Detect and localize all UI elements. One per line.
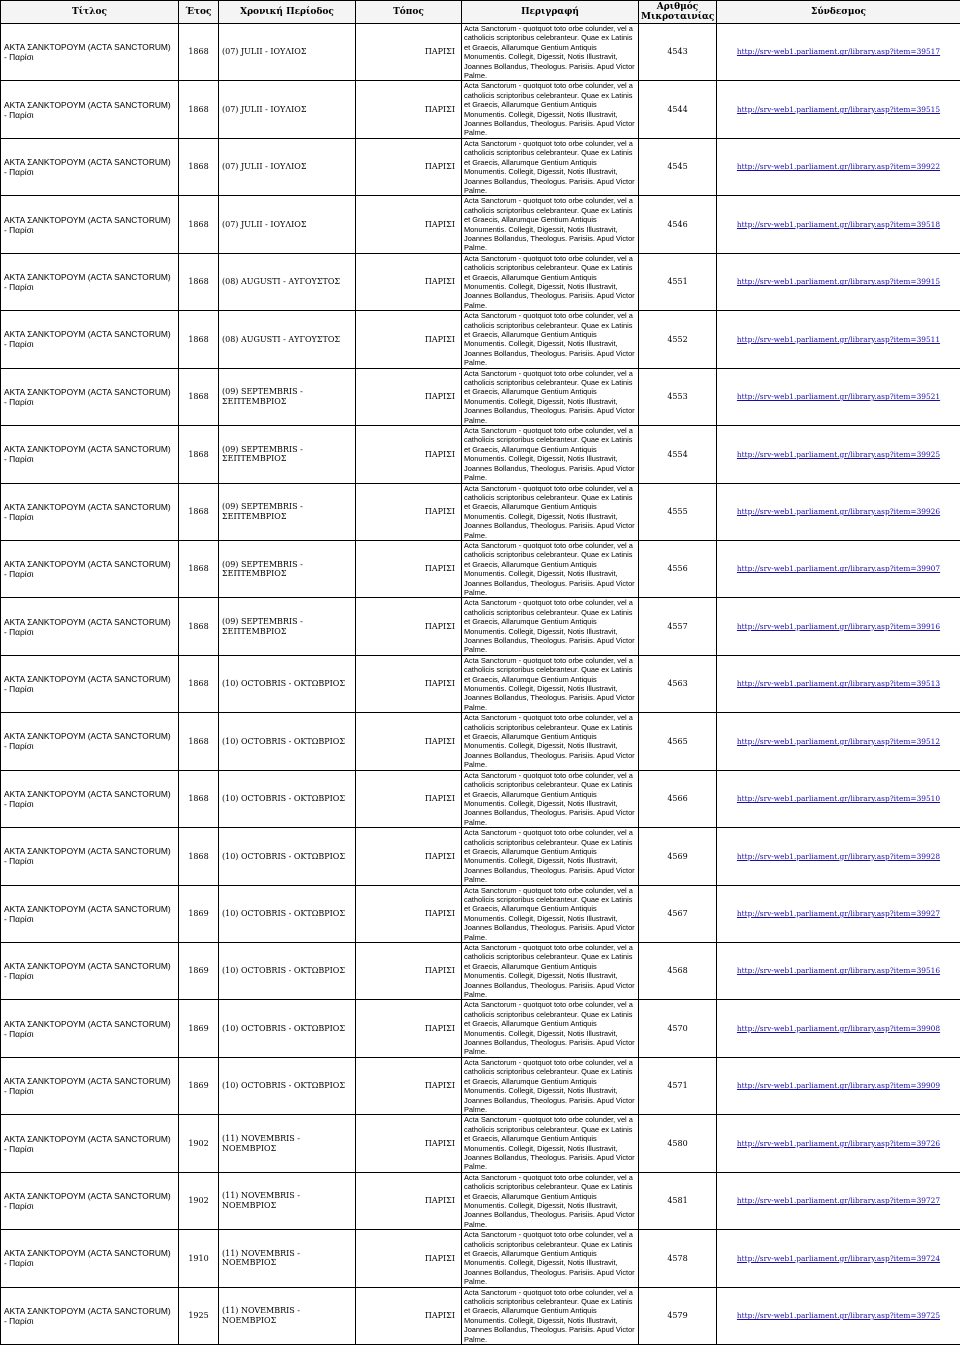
cell-microfilm: 4569 [639,828,717,885]
cell-description: Acta Sanctorum - quotquot toto orbe colunder, vel a catholicis scriptoribus celebranteur. Quae ex Latinis et Graecis, Allarumque Gentium Antiquis Monumentis. Collegit, Digessit, Notis Illustravit, Joannes Bollandus, Theologus. Parisiis. Apud Victor Palme. [462,368,639,425]
library-link[interactable]: http://srv-web1.parliament.gr/library.asp?item=39915 [737,277,940,286]
cell-year: 1868 [179,311,219,368]
cell-link [717,196,960,253]
cell-year: 1868 [179,483,219,540]
cell-link [717,1000,960,1057]
library-link[interactable]: http://srv-web1.parliament.gr/library.asp?item=39724 [737,1254,940,1263]
cell-title: ΑΚΤΑ ΣΑΝΚΤΟΡΟΥΜ (ACTA SANCTORUM) - Παρίσι [1,81,179,138]
library-link[interactable]: http://srv-web1.parliament.gr/library.asp?item=39518 [737,220,940,229]
cell-place: ΠΑΡΙΣΙ [356,1230,462,1287]
cell-place: ΠΑΡΙΣΙ [356,1287,462,1344]
table-row [1,483,960,540]
cell-period: (09) SEPTEMBRIS - ΣΕΠΤΕΜΒΡΙΟΣ [219,483,356,540]
table-row [1,885,960,942]
library-link[interactable]: http://srv-web1.parliament.gr/library.asp?item=39726 [737,1139,940,1148]
cell-place: ΠΑΡΙΣΙ [356,253,462,310]
cell-place: ΠΑΡΙΣΙ [356,1115,462,1172]
cell-period: (09) SEPTEMBRIS - ΣΕΠΤΕΜΒΡΙΟΣ [219,426,356,483]
cell-link [717,655,960,712]
cell-microfilm: 4566 [639,770,717,827]
table-row [1,1230,960,1287]
cell-microfilm: 4545 [639,138,717,195]
cell-year: 1868 [179,828,219,885]
cell-link [717,81,960,138]
cell-title: ΑΚΤΑ ΣΑΝΚΤΟΡΟΥΜ (ACTA SANCTORUM) - Παρίσι [1,655,179,712]
cell-place: ΠΑΡΙΣΙ [356,1172,462,1229]
library-link[interactable]: http://srv-web1.parliament.gr/library.asp?item=39926 [737,507,940,516]
cell-title: ΑΚΤΑ ΣΑΝΚΤΟΡΟΥΜ (ACTA SANCTORUM) - Παρίσι [1,24,179,81]
cell-title: ΑΚΤΑ ΣΑΝΚΤΟΡΟΥΜ (ACTA SANCTORUM) - Παρίσι [1,540,179,597]
header-place: Τόπος [356,1,462,24]
cell-place: ΠΑΡΙΣΙ [356,943,462,1000]
cell-year: 1868 [179,138,219,195]
cell-description: Acta Sanctorum - quotquot toto orbe colunder, vel a catholicis scriptoribus celebranteur. Quae ex Latinis et Graecis, Allarumque Gentium Antiquis Monumentis. Collegit, Digessit, Notis Illustravit, Joannes Bollandus, Theologus. Parisiis. Apud Victor Palme. [462,426,639,483]
cell-period: (10) OCTOBRIS - ΟΚΤΩΒΡΙΟΣ [219,770,356,827]
library-link[interactable]: http://srv-web1.parliament.gr/library.asp?item=39907 [737,564,940,573]
cell-year: 1925 [179,1287,219,1344]
cell-period: (10) OCTOBRIS - ΟΚΤΩΒΡΙΟΣ [219,655,356,712]
library-link[interactable]: http://srv-web1.parliament.gr/library.asp?item=39925 [737,450,940,459]
table-row [1,1115,960,1172]
cell-period: (07) JULII - ΙΟΥΛΙΟΣ [219,81,356,138]
cell-year: 1910 [179,1230,219,1287]
library-link[interactable]: http://srv-web1.parliament.gr/library.asp?item=39909 [737,1081,940,1090]
cell-period: (10) OCTOBRIS - ΟΚΤΩΒΡΙΟΣ [219,885,356,942]
cell-year: 1869 [179,1057,219,1114]
cell-place: ΠΑΡΙΣΙ [356,138,462,195]
cell-period: (11) NOVEMBRIS - ΝΟΕΜΒΡΙΟΣ [219,1230,356,1287]
cell-year: 1902 [179,1115,219,1172]
cell-period: (11) NOVEMBRIS - ΝΟΕΜΒΡΙΟΣ [219,1115,356,1172]
cell-title: ΑΚΤΑ ΣΑΝΚΤΟΡΟΥΜ (ACTA SANCTORUM) - Παρίσι [1,1172,179,1229]
library-link[interactable]: http://srv-web1.parliament.gr/library.asp?item=39725 [737,1311,940,1320]
header-row [1,1,960,24]
cell-link [717,1057,960,1114]
cell-year: 1869 [179,943,219,1000]
cell-title: ΑΚΤΑ ΣΑΝΚΤΟΡΟΥΜ (ACTA SANCTORUM) - Παρίσι [1,483,179,540]
cell-description: Acta Sanctorum - quotquot toto orbe colunder, vel a catholicis scriptoribus celebranteur. Quae ex Latinis et Graecis, Allarumque Gentium Antiquis Monumentis. Collegit, Digessit, Notis Illustravit, Joannes Bollandus, Theologus. Parisiis. Apud Victor Palme. [462,1230,639,1287]
cell-place: ΠΑΡΙΣΙ [356,540,462,597]
cell-link [717,1115,960,1172]
cell-microfilm: 4555 [639,483,717,540]
cell-title: ΑΚΤΑ ΣΑΝΚΤΟΡΟΥΜ (ACTA SANCTORUM) - Παρίσι [1,598,179,655]
cell-title: ΑΚΤΑ ΣΑΝΚΤΟΡΟΥΜ (ACTA SANCTORUM) - Παρίσι [1,1287,179,1344]
cell-description: Acta Sanctorum - quotquot toto orbe colunder, vel a catholicis scriptoribus celebranteur. Quae ex Latinis et Graecis, Allarumque Gentium Antiquis Monumentis. Collegit, Digessit, Notis Illustravit, Joannes Bollandus, Theologus. Parisiis. Apud Victor Palme. [462,196,639,253]
header-year: Έτος [179,1,219,24]
cell-period: (07) JULII - ΙΟΥΛΙΟΣ [219,196,356,253]
cell-link [717,1172,960,1229]
cell-place: ΠΑΡΙΣΙ [356,483,462,540]
cell-period: (10) OCTOBRIS - ΟΚΤΩΒΡΙΟΣ [219,943,356,1000]
library-link[interactable]: http://srv-web1.parliament.gr/library.asp?item=39511 [737,335,940,344]
cell-year: 1869 [179,1000,219,1057]
cell-period: (10) OCTOBRIS - ΟΚΤΩΒΡΙΟΣ [219,713,356,770]
table-body [1,24,960,1345]
table-row [1,368,960,425]
table-row [1,713,960,770]
cell-year: 1868 [179,540,219,597]
cell-place: ΠΑΡΙΣΙ [356,885,462,942]
cell-title: ΑΚΤΑ ΣΑΝΚΤΟΡΟΥΜ (ACTA SANCTORUM) - Παρίσι [1,1230,179,1287]
cell-year: 1868 [179,253,219,310]
cell-microfilm: 4567 [639,885,717,942]
cell-year: 1869 [179,885,219,942]
table-row [1,540,960,597]
cell-microfilm: 4553 [639,368,717,425]
library-link[interactable]: http://srv-web1.parliament.gr/library.asp?item=39512 [737,737,940,746]
cell-year: 1868 [179,24,219,81]
cell-period: (09) SEPTEMBRIS - ΣΕΠΤΕΜΒΡΙΟΣ [219,540,356,597]
cell-link [717,1287,960,1344]
cell-microfilm: 4568 [639,943,717,1000]
cell-description: Acta Sanctorum - quotquot toto orbe colunder, vel a catholicis scriptoribus celebranteur. Quae ex Latinis et Graecis, Allarumque Gentium Antiquis Monumentis. Collegit, Digessit, Notis Illustravit, Joannes Bollandus, Theologus. Parisiis. Apud Victor Palme. [462,24,639,81]
cell-link [717,253,960,310]
cell-period: (07) JULII - ΙΟΥΛΙΟΣ [219,24,356,81]
cell-description: Acta Sanctorum - quotquot toto orbe colunder, vel a catholicis scriptoribus celebranteur. Quae ex Latinis et Graecis, Allarumque Gentium Antiquis Monumentis. Collegit, Digessit, Notis Illustravit, Joannes Bollandus, Theologus. Parisiis. Apud Victor Palme. [462,713,639,770]
cell-microfilm: 4571 [639,1057,717,1114]
cell-period: (11) NOVEMBRIS - ΝΟΕΜΒΡΙΟΣ [219,1287,356,1344]
cell-year: 1868 [179,655,219,712]
cell-description: Acta Sanctorum - quotquot toto orbe colunder, vel a catholicis scriptoribus celebranteur. Quae ex Latinis et Graecis, Allarumque Gentium Antiquis Monumentis. Collegit, Digessit, Notis Illustravit, Joannes Bollandus, Theologus. Parisiis. Apud Victor Palme. [462,1287,639,1344]
cell-link [717,138,960,195]
cell-place: ΠΑΡΙΣΙ [356,828,462,885]
cell-period: (09) SEPTEMBRIS - ΣΕΠΤΕΜΒΡΙΟΣ [219,368,356,425]
table-row [1,770,960,827]
library-link[interactable]: http://srv-web1.parliament.gr/library.asp?item=39516 [737,966,940,975]
cell-link [717,943,960,1000]
cell-title: ΑΚΤΑ ΣΑΝΚΤΟΡΟΥΜ (ACTA SANCTORUM) - Παρίσι [1,828,179,885]
table-row [1,81,960,138]
cell-link [717,1230,960,1287]
cell-period: (08) AUGUSTI - ΑΥΓΟΥΣΤΟΣ [219,311,356,368]
cell-place: ΠΑΡΙΣΙ [356,1000,462,1057]
cell-microfilm: 4565 [639,713,717,770]
cell-period: (09) SEPTEMBRIS - ΣΕΠΤΕΜΒΡΙΟΣ [219,598,356,655]
cell-period: (08) AUGUSTI - ΑΥΓΟΥΣΤΟΣ [219,253,356,310]
cell-description: Acta Sanctorum - quotquot toto orbe colunder, vel a catholicis scriptoribus celebranteur. Quae ex Latinis et Graecis, Allarumque Gentium Antiquis Monumentis. Collegit, Digessit, Notis Illustravit, Joannes Bollandus, Theologus. Parisiis. Apud Victor Palme. [462,1115,639,1172]
cell-year: 1868 [179,81,219,138]
cell-place: ΠΑΡΙΣΙ [356,655,462,712]
library-link[interactable]: http://srv-web1.parliament.gr/library.asp?item=39521 [737,392,940,401]
cell-microfilm: 4543 [639,24,717,81]
cell-link [717,24,960,81]
cell-microfilm: 4581 [639,1172,717,1229]
cell-description: Acta Sanctorum - quotquot toto orbe colunder, vel a catholicis scriptoribus celebranteur. Quae ex Latinis et Graecis, Allarumque Gentium Antiquis Monumentis. Collegit, Digessit, Notis Illustravit, Joannes Bollandus, Theologus. Parisiis. Apud Victor Palme. [462,1000,639,1057]
cell-period: (10) OCTOBRIS - ΟΚΤΩΒΡΙΟΣ [219,828,356,885]
cell-link [717,426,960,483]
table-row [1,138,960,195]
cell-title: ΑΚΤΑ ΣΑΝΚΤΟΡΟΥΜ (ACTA SANCTORUM) - Παρίσι [1,770,179,827]
cell-link [717,828,960,885]
table-row [1,1287,960,1344]
table-row [1,943,960,1000]
library-link[interactable]: http://srv-web1.parliament.gr/library.asp?item=39928 [737,852,940,861]
cell-title: ΑΚΤΑ ΣΑΝΚΤΟΡΟΥΜ (ACTA SANCTORUM) - Παρίσι [1,885,179,942]
cell-period: (11) NOVEMBRIS - ΝΟΕΜΒΡΙΟΣ [219,1172,356,1229]
cell-period: (10) OCTOBRIS - ΟΚΤΩΒΡΙΟΣ [219,1057,356,1114]
table-row [1,311,960,368]
cell-description: Acta Sanctorum - quotquot toto orbe colunder, vel a catholicis scriptoribus celebranteur. Quae ex Latinis et Graecis, Allarumque Gentium Antiquis Monumentis. Collegit, Digessit, Notis Illustravit, Joannes Bollandus, Theologus. Parisiis. Apud Victor Palme. [462,253,639,310]
library-link[interactable]: http://srv-web1.parliament.gr/library.asp?item=39515 [737,105,940,114]
cell-year: 1868 [179,598,219,655]
header-microfilm: Αριθμός Μικροταινίας [639,1,717,24]
cell-description: Acta Sanctorum - quotquot toto orbe colunder, vel a catholicis scriptoribus celebranteur. Quae ex Latinis et Graecis, Allarumque Gentium Antiquis Monumentis. Collegit, Digessit, Notis Illustravit, Joannes Bollandus, Theologus. Parisiis. Apud Victor Palme. [462,943,639,1000]
cell-title: ΑΚΤΑ ΣΑΝΚΤΟΡΟΥΜ (ACTA SANCTORUM) - Παρίσι [1,368,179,425]
cell-link [717,770,960,827]
cell-place: ΠΑΡΙΣΙ [356,196,462,253]
table-row [1,1172,960,1229]
cell-description: Acta Sanctorum - quotquot toto orbe colunder, vel a catholicis scriptoribus celebranteur. Quae ex Latinis et Graecis, Allarumque Gentium Antiquis Monumentis. Collegit, Digessit, Notis Illustravit, Joannes Bollandus, Theologus. Parisiis. Apud Victor Palme. [462,885,639,942]
cell-description: Acta Sanctorum - quotquot toto orbe colunder, vel a catholicis scriptoribus celebranteur. Quae ex Latinis et Graecis, Allarumque Gentium Antiquis Monumentis. Collegit, Digessit, Notis Illustravit, Joannes Bollandus, Theologus. Parisiis. Apud Victor Palme. [462,770,639,827]
cell-description: Acta Sanctorum - quotquot toto orbe colunder, vel a catholicis scriptoribus celebranteur. Quae ex Latinis et Graecis, Allarumque Gentium Antiquis Monumentis. Collegit, Digessit, Notis Illustravit, Joannes Bollandus, Theologus. Parisiis. Apud Victor Palme. [462,655,639,712]
cell-microfilm: 4563 [639,655,717,712]
library-link[interactable]: http://srv-web1.parliament.gr/library.asp?item=39916 [737,622,940,631]
cell-microfilm: 4552 [639,311,717,368]
table-row [1,828,960,885]
table-row [1,24,960,81]
table-row [1,1057,960,1114]
cell-title: ΑΚΤΑ ΣΑΝΚΤΟΡΟΥΜ (ACTA SANCTORUM) - Παρίσι [1,253,179,310]
cell-year: 1868 [179,368,219,425]
cell-link [717,368,960,425]
header-title: Τίτλος [1,1,179,24]
cell-title: ΑΚΤΑ ΣΑΝΚΤΟΡΟΥΜ (ACTA SANCTORUM) - Παρίσι [1,426,179,483]
cell-microfilm: 4557 [639,598,717,655]
cell-place: ΠΑΡΙΣΙ [356,24,462,81]
cell-title: ΑΚΤΑ ΣΑΝΚΤΟΡΟΥΜ (ACTA SANCTORUM) - Παρίσι [1,138,179,195]
library-link[interactable]: http://srv-web1.parliament.gr/library.asp?item=39927 [737,909,940,918]
cell-description: Acta Sanctorum - quotquot toto orbe colunder, vel a catholicis scriptoribus celebranteur. Quae ex Latinis et Graecis, Allarumque Gentium Antiquis Monumentis. Collegit, Digessit, Notis Illustravit, Joannes Bollandus, Theologus. Parisiis. Apud Victor Palme. [462,1057,639,1114]
table-row [1,196,960,253]
cell-title: ΑΚΤΑ ΣΑΝΚΤΟΡΟΥΜ (ACTA SANCTORUM) - Παρίσι [1,311,179,368]
cell-title: ΑΚΤΑ ΣΑΝΚΤΟΡΟΥΜ (ACTA SANCTORUM) - Παρίσι [1,1115,179,1172]
cell-year: 1868 [179,426,219,483]
cell-microfilm: 4556 [639,540,717,597]
cell-place: ΠΑΡΙΣΙ [356,426,462,483]
cell-description: Acta Sanctorum - quotquot toto orbe colunder, vel a catholicis scriptoribus celebranteur. Quae ex Latinis et Graecis, Allarumque Gentium Antiquis Monumentis. Collegit, Digessit, Notis Illustravit, Joannes Bollandus, Theologus. Parisiis. Apud Victor Palme. [462,540,639,597]
cell-description: Acta Sanctorum - quotquot toto orbe colunder, vel a catholicis scriptoribus celebranteur. Quae ex Latinis et Graecis, Allarumque Gentium Antiquis Monumentis. Collegit, Digessit, Notis Illustravit, Joannes Bollandus, Theologus. Parisiis. Apud Victor Palme. [462,81,639,138]
library-link[interactable]: http://srv-web1.parliament.gr/library.asp?item=39922 [737,162,940,171]
table-row [1,253,960,310]
cell-place: ΠΑΡΙΣΙ [356,81,462,138]
cell-description: Acta Sanctorum - quotquot toto orbe colunder, vel a catholicis scriptoribus celebranteur. Quae ex Latinis et Graecis, Allarumque Gentium Antiquis Monumentis. Collegit, Digessit, Notis Illustravit, Joannes Bollandus, Theologus. Parisiis. Apud Victor Palme. [462,598,639,655]
cell-description: Acta Sanctorum - quotquot toto orbe colunder, vel a catholicis scriptoribus celebranteur. Quae ex Latinis et Graecis, Allarumque Gentium Antiquis Monumentis. Collegit, Digessit, Notis Illustravit, Joannes Bollandus, Theologus. Parisiis. Apud Victor Palme. [462,311,639,368]
cell-title: ΑΚΤΑ ΣΑΝΚΤΟΡΟΥΜ (ACTA SANCTORUM) - Παρίσι [1,1000,179,1057]
cell-description: Acta Sanctorum - quotquot toto orbe colunder, vel a catholicis scriptoribus celebranteur. Quae ex Latinis et Graecis, Allarumque Gentium Antiquis Monumentis. Collegit, Digessit, Notis Illustravit, Joannes Bollandus, Theologus. Parisiis. Apud Victor Palme. [462,1172,639,1229]
header-description: Περιγραφή [462,1,639,24]
cell-year: 1868 [179,770,219,827]
library-link[interactable]: http://srv-web1.parliament.gr/library.asp?item=39727 [737,1196,940,1205]
table-row [1,598,960,655]
cell-title: ΑΚΤΑ ΣΑΝΚΤΟΡΟΥΜ (ACTA SANCTORUM) - Παρίσι [1,943,179,1000]
cell-link [717,885,960,942]
cell-link [717,713,960,770]
cell-description: Acta Sanctorum - quotquot toto orbe colunder, vel a catholicis scriptoribus celebranteur. Quae ex Latinis et Graecis, Allarumque Gentium Antiquis Monumentis. Collegit, Digessit, Notis Illustravit, Joannes Bollandus, Theologus. Parisiis. Apud Victor Palme. [462,138,639,195]
cell-link [717,483,960,540]
cell-year: 1902 [179,1172,219,1229]
table-row [1,655,960,712]
cell-year: 1868 [179,196,219,253]
cell-title: ΑΚΤΑ ΣΑΝΚΤΟΡΟΥΜ (ACTA SANCTORUM) - Παρίσι [1,1057,179,1114]
cell-microfilm: 4578 [639,1230,717,1287]
cell-place: ΠΑΡΙΣΙ [356,311,462,368]
cell-microfilm: 4579 [639,1287,717,1344]
library-link[interactable]: http://srv-web1.parliament.gr/library.asp?item=39510 [737,794,940,803]
cell-microfilm: 4570 [639,1000,717,1057]
table-row [1,1000,960,1057]
library-link[interactable]: http://srv-web1.parliament.gr/library.asp?item=39908 [737,1024,940,1033]
cell-place: ΠΑΡΙΣΙ [356,770,462,827]
cell-link [717,311,960,368]
library-link[interactable]: http://srv-web1.parliament.gr/library.asp?item=39517 [737,47,940,56]
cell-period: (10) OCTOBRIS - ΟΚΤΩΒΡΙΟΣ [219,1000,356,1057]
cell-title: ΑΚΤΑ ΣΑΝΚΤΟΡΟΥΜ (ACTA SANCTORUM) - Παρίσι [1,713,179,770]
library-link[interactable]: http://srv-web1.parliament.gr/library.asp?item=39513 [737,679,940,688]
cell-microfilm: 4544 [639,81,717,138]
cell-place: ΠΑΡΙΣΙ [356,1057,462,1114]
cell-place: ΠΑΡΙΣΙ [356,598,462,655]
cell-place: ΠΑΡΙΣΙ [356,713,462,770]
cell-microfilm: 4580 [639,1115,717,1172]
header-link: Σύνδεσμος [717,1,960,24]
cell-microfilm: 4546 [639,196,717,253]
cell-description: Acta Sanctorum - quotquot toto orbe colunder, vel a catholicis scriptoribus celebranteur. Quae ex Latinis et Graecis, Allarumque Gentium Antiquis Monumentis. Collegit, Digessit, Notis Illustravit, Joannes Bollandus, Theologus. Parisiis. Apud Victor Palme. [462,828,639,885]
cell-link [717,540,960,597]
cell-microfilm: 4551 [639,253,717,310]
cell-title: ΑΚΤΑ ΣΑΝΚΤΟΡΟΥΜ (ACTA SANCTORUM) - Παρίσι [1,196,179,253]
table-header [1,1,960,24]
cell-link [717,598,960,655]
cell-microfilm: 4554 [639,426,717,483]
cell-description: Acta Sanctorum - quotquot toto orbe colunder, vel a catholicis scriptoribus celebranteur. Quae ex Latinis et Graecis, Allarumque Gentium Antiquis Monumentis. Collegit, Digessit, Notis Illustravit, Joannes Bollandus, Theologus. Parisiis. Apud Victor Palme. [462,483,639,540]
cell-year: 1868 [179,713,219,770]
cell-place: ΠΑΡΙΣΙ [356,368,462,425]
table-row [1,426,960,483]
cell-period: (07) JULII - ΙΟΥΛΙΟΣ [219,138,356,195]
header-period: Χρονική Περίοδος [219,1,356,24]
